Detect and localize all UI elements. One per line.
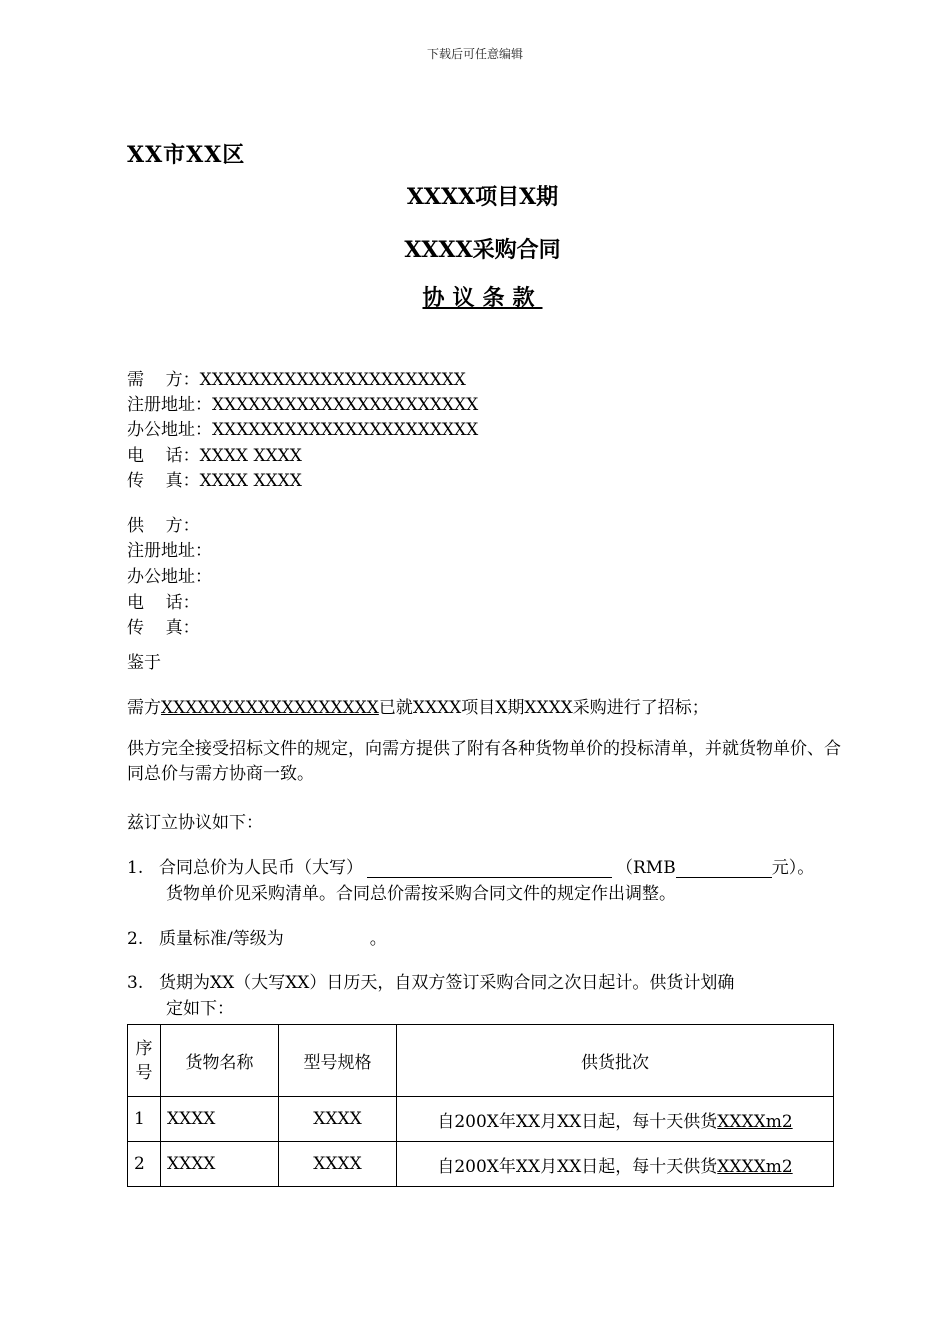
buyer-fax-label: 传 真： [127,471,200,491]
clause-1-number: 1. [127,858,144,878]
header-model: 型号规格 [279,1025,397,1097]
district-heading: XX市XX区 [127,142,246,168]
row-1-batch-text: 自200X年XX月XX日起，每十天供货 [437,1111,718,1132]
row-1-batch [397,1097,834,1142]
contract-title: XXXX采购合同 [404,237,561,263]
row-2-batch-text: 自200X年XX月XX日起，每十天供货 [437,1156,718,1177]
recital-acceptance: 供方完全接受招标文件的规定，向需方提供了附有各种货物单价的投标清单，并就货物单价、合同总价与需方协商一致。 [127,739,841,784]
clause-2-end: 。 [369,929,387,949]
buyer-name-label: 需 方： [127,370,200,390]
row-1-seq: 1 [128,1097,161,1142]
recital-buyer-name: XXXXXXXXXXXXXXXXXX [161,698,379,718]
buyer-reg-line [127,390,478,415]
row-1-model: XXXX [279,1097,397,1142]
header-goods-name: 货物名称 [161,1025,279,1097]
clause-2 [127,924,387,949]
row-2-goods-name: XXXX [161,1142,279,1187]
clause-3-continuation: 定如下： [166,999,234,1019]
clause-1 [127,853,814,878]
buyer-reg-value: XXXXXXXXXXXXXXXXXXXXXX [212,395,479,415]
buyer-name-line [127,365,466,390]
buyer-name-value: XXXXXXXXXXXXXXXXXXXXXX [199,370,466,390]
recital-suffix: 已就XXXX项目X期XXXX采购进行了招标； [378,698,709,718]
row-1-batch-qty: XXXXm2 [717,1111,793,1132]
header-batch: 供货批次 [397,1025,834,1097]
buyer-phone-value: XXXX XXXX [199,446,302,466]
amount-rmb-blank [676,859,772,878]
supplier-name-label: 供 方： [127,516,200,536]
clause-1-continuation: 货物单价见采购清单。合同总价需按采购合同文件的规定作出调整。 [166,884,676,904]
agreement-intro: 兹订立协议如下： [127,813,263,833]
clause-3-number: 3. [127,973,144,993]
amount-words-blank [367,859,612,878]
row-1-goods-name: XXXX [161,1097,279,1142]
row-2-batch-qty: XXXXm2 [717,1156,793,1177]
table-row [128,1142,834,1187]
clause-3-text: 货期为XX（大写XX）日历天，自双方签订采购合同之次日起计。供货计划确 [159,973,735,993]
terms-title: 协议条款 [422,285,543,311]
clause-1-rmb: （RMB [616,858,676,878]
clause-1-yuan: 元）。 [771,858,815,878]
header-seq [128,1025,161,1097]
buyer-fax-line [127,466,302,491]
row-2-batch [397,1142,834,1187]
buyer-reg-label: 注册地址： [127,395,212,415]
buyer-phone-line [127,441,302,466]
page-header-note: 下载后可任意编辑 [426,47,523,61]
clause-1-text: 合同总价为人民币（大写） [159,858,363,878]
clause-3 [127,968,734,993]
clause-2-number: 2. [127,929,144,949]
supply-schedule-table [127,1024,834,1187]
buyer-office-line [127,415,478,440]
buyer-phone-label: 电 话： [127,446,200,466]
project-title: XXXX项目X期 [406,184,559,210]
buyer-office-label: 办公地址： [127,420,212,440]
row-2-seq: 2 [128,1142,161,1187]
supplier-fax-label: 传 真： [127,618,200,638]
clause-2-text: 质量标准/等级为 [159,929,284,949]
table-row [128,1097,834,1142]
supplier-office-label: 办公地址： [127,567,212,587]
buyer-office-value: XXXXXXXXXXXXXXXXXXXXXX [212,420,479,440]
recital-prefix: 需方 [127,698,161,718]
row-2-model: XXXX [279,1142,397,1187]
recital-tender [127,693,709,718]
whereas-label: 鉴于 [127,653,161,673]
buyer-fax-value: XXXX XXXX [199,471,302,491]
supplier-phone-label: 电 话： [127,593,200,613]
header-seq-label: 序号 [135,1038,153,1083]
supplier-reg-label: 注册地址： [127,541,212,561]
table-header-row [128,1025,834,1097]
